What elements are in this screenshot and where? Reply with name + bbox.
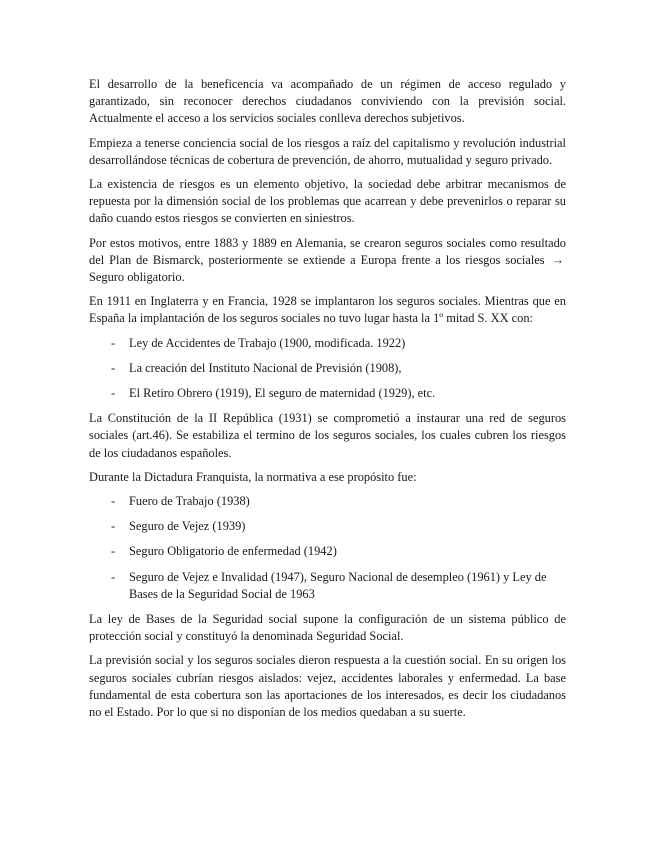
list-spain-early-insurance [89, 335, 566, 403]
bullet-dash: - [111, 335, 116, 350]
list-item [89, 493, 566, 510]
bismarck-result: Seguro obligatorio. [89, 270, 185, 285]
bullet-dash: - [111, 386, 116, 401]
paragraph-constitucion: La Constitución de la II República (1931) se comprometió a instaurar una red de seguros sociales (art.46). Se estabiliza el termino de los seguros sociales, los cuales cubren los riesgos de los ciudadanos españoles. [89, 411, 566, 460]
paragraph-conciencia-riesgos: Empieza a tenerse conciencia social de los riesgos a raíz del capitalismo y revolución industrial desarrollándose técnicas de cobertura de prevención, de ahorro, mutualidad y seguro privado. [89, 135, 566, 167]
document-page [89, 76, 566, 728]
list-item [89, 360, 566, 377]
bullet-dash: - [111, 494, 116, 509]
list-item [89, 385, 566, 402]
paragraph-bismarck [89, 235, 566, 287]
paragraph-ley-bases: La ley de Bases de la Seguridad social supone la configuración de un sistema público de protección social y constituyó la denominada Seguridad Social. [89, 612, 566, 644]
right-arrow-icon: → [551, 252, 564, 267]
list-item [89, 569, 566, 603]
list-item-text: Fuero de Trabajo (1938) [129, 494, 250, 509]
bullet-dash: - [111, 519, 116, 534]
list-item-text: La creación del Instituto Nacional de Previsión (1908), [129, 360, 402, 375]
bullet-dash: - [111, 569, 116, 584]
paragraph-dictadura-intro: Durante la Dictadura Franquista, la normativa a ese propósito fue: [89, 469, 417, 484]
paragraph-prevision-social: La previsión social y los seguros sociales dieron respuesta a la cuestión social. En su origen los seguros sociales cubrían riesgos aislados: vejez, accidentes laborales y enfermedad. La base fundamental de esta cobertura son las aportaciones de los interesados, es decir los ciudadanos no el Estado. Por lo que si no disponían de los medios quedaban a su suerte. [89, 653, 566, 720]
list-item-text: Seguro de Vejez e Invalidad (1947), Seguro Nacional de desempleo (1961) y Ley de Bases de la Seguridad Social de 1963 [129, 569, 547, 601]
bullet-dash: - [111, 360, 116, 375]
list-item [89, 335, 566, 352]
paragraph-existencia-riesgos: La existencia de riesgos es un elemento objetivo, la sociedad debe arbitrar mecanismos de repuesta por la dimensión social de los problemas que acarrean y debe prevenirlos o reparar su daño cuando estos riesgos se convierten en siniestros. [89, 177, 566, 226]
bismarck-text: Por estos motivos, entre 1883 y 1889 en Alemania, se crearon seguros sociales como resultado del Plan de Bismarck, posteriormente se extiende a Europa frente a los riesgos sociales [89, 235, 566, 267]
list-item-text: El Retiro Obrero (1919), El seguro de maternidad (1929), etc. [129, 386, 436, 401]
paragraph-1911: En 1911 en Inglaterra y en Francia, 1928 se implantaron los seguros sociales. Mientras que en España la implantación de los seguros sociales no tuvo lugar hasta la 1º mitad S. XX con: [89, 294, 566, 326]
bullet-dash: - [111, 544, 116, 559]
list-item-text: Ley de Accidentes de Trabajo (1900, modificada. 1922) [129, 335, 406, 350]
list-item [89, 518, 566, 535]
list-dictadura [89, 493, 566, 603]
paragraph-beneficencia: El desarrollo de la beneficencia va acompañado de un régimen de acceso regulado y garantizado, sin reconocer derechos ciudadanos conviviendo con la previsión social. Actualmente el acceso a los servicios sociales conlleva derechos subjetivos. [89, 77, 566, 126]
list-item-text: Seguro de Vejez (1939) [129, 519, 246, 534]
list-item [89, 543, 566, 560]
list-item-text: Seguro Obligatorio de enfermedad (1942) [129, 544, 337, 559]
